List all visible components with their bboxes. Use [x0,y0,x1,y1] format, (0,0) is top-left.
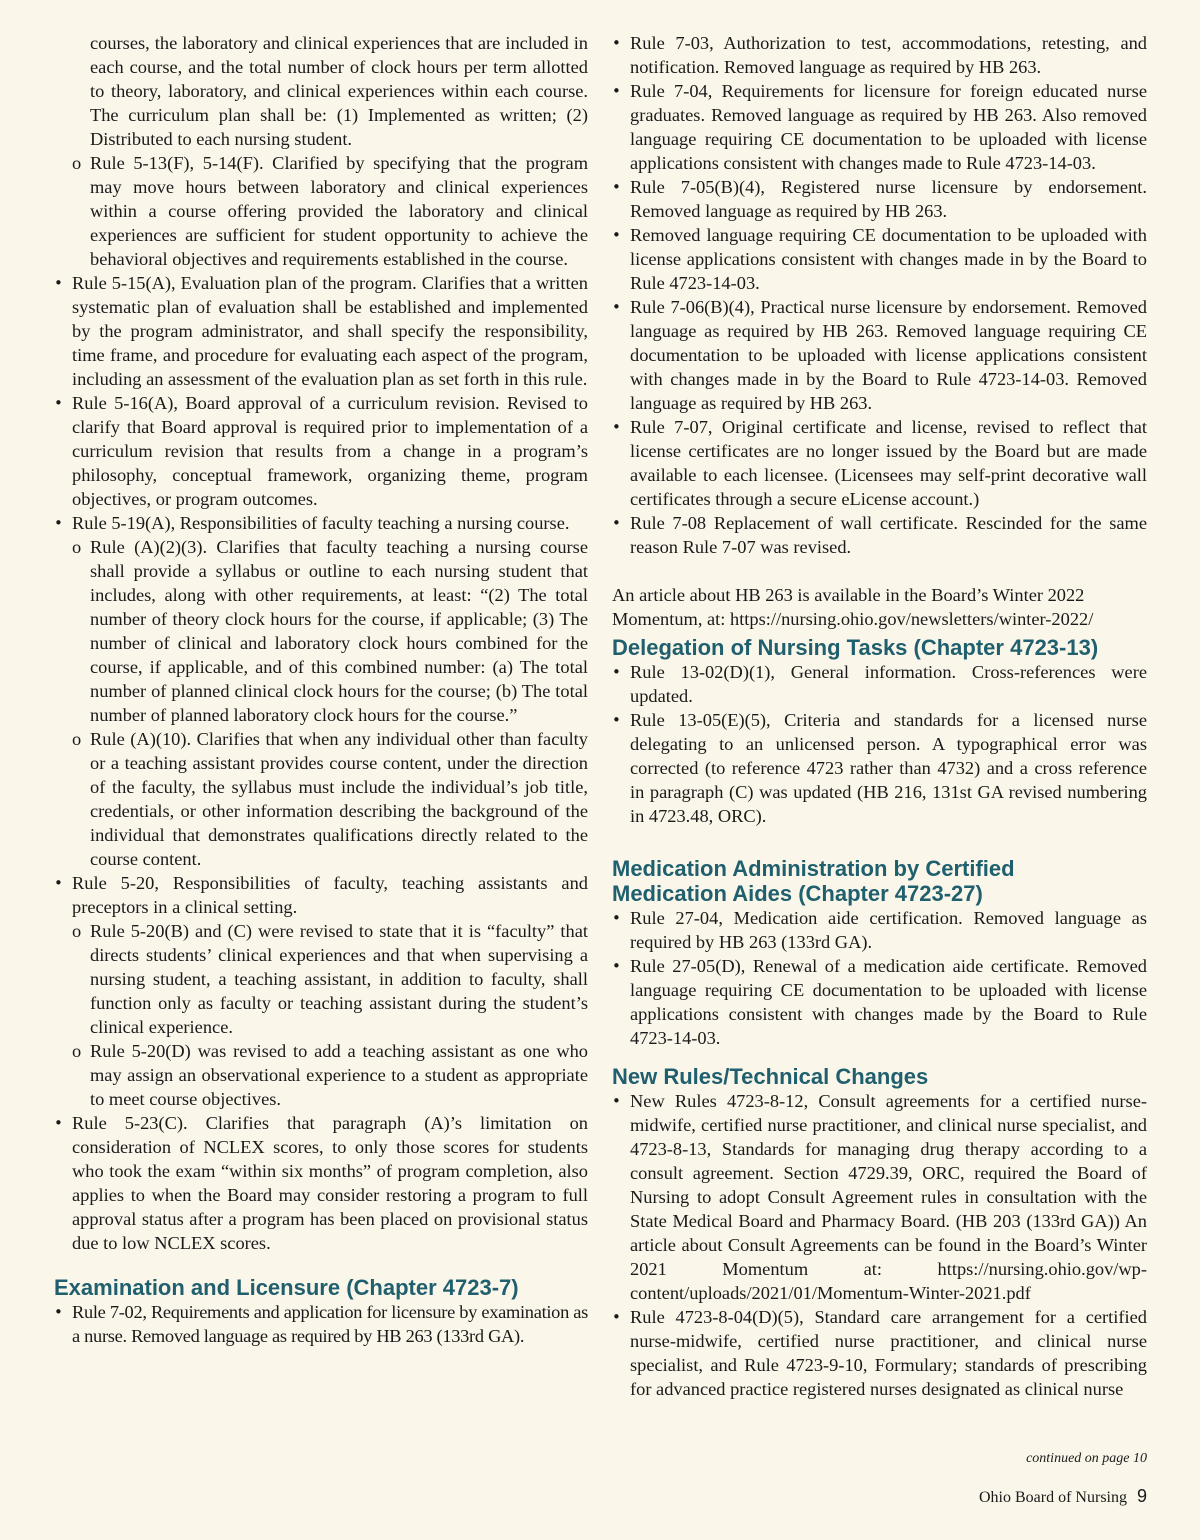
bullet-item: • New Rules 4723-8-12, Consult agreements for a certified nurse-midwife, certified nurse practitioner, and clinical nurse specialist, and 4723-8-13, Standards for managing drug therapy according to a consult agreement. Section 4729.39, ORC, required the Board of Nursing to adopt Consult Agreement rules in consultation with the State Medical Board and Pharmacy Board. (HB 203 (133rd GA)) An article about Consult Agreements can be found in the Board’s Winter 2021 Momentum at: https://nursing.ohio.gov/wp-content/uploads/2021/01/Momentum-Winter-2021.pdf [612,1089,1147,1305]
bullet-item: • Rule 7-04, Requirements for licensure for foreign educated nurse graduates. Removed language as required by HB 263. Also removed language requiring CE documentation to be uploaded with license applications consistent with changes made to Rule 4723-14-03. [612,79,1147,175]
bullet-item: • Rule 5-23(C). Clarifies that paragraph (A)’s limitation on consideration of NCLEX scores, to only those scores for students who took the exam “within six months” of program completion, also applies to when the Board may consider restoring a program to full approval status after a program has been placed on provisional status due to low NCLEX scores. [54,1111,588,1255]
bullet-item: • Rule 7-05(B)(4), Registered nurse licensure by endorsement. Removed language as required by HB 263. [612,175,1147,223]
sub-bullet-item: o Rule 5-20(B) and (C) were revised to state that it is “faculty” that directs students’ clinical experiences and that when supervising a nursing student, a teaching assistant, in addition to faculty, shall function only as faculty or teaching assistant during the student’s clinical experience. [54,919,588,1039]
continued-note: continued on page 10 [1026,1451,1147,1466]
sub-bullet-item: o Rule (A)(2)(3). Clarifies that faculty teaching a nursing course shall provide a syllabus or outline to each nursing student that includes, along with other requirements, at least: “(2) The total number of theory clock hours for the course, if applicable; (3) The number of clinical and laboratory clock hours combined for the course, if applicable, and of this combined number: (a) The total number of planned clinical clock hours for the course; (b) The total number of planned laboratory clock hours for the course.” [54,535,588,727]
right-column [612,31,1147,1401]
bullet-item: • Rule 5-20, Responsibilities of faculty, teaching assistants and preceptors in a clinical setting. [54,871,588,919]
bullet-item: • Rule 7-02, Requirements and application for licensure by examination as a nurse. Removed language as required by HB 263 (133rd GA). [54,1300,588,1348]
bullet-item: • Rule 13-05(E)(5), Criteria and standards for a licensed nurse delegating to an unlicensed person. A typographical error was corrected (to reference 4723 rather than 4732) and a cross reference in paragraph (C) was updated (HB 216, 131st GA revised numbering in 4723.48, ORC). [612,708,1147,828]
sub-bullet-item: o Rule 5-13(F), 5-14(F). Clarified by specifying that the program may move hours between laboratory and clinical experiences within a course offering provided the laboratory and clinical experiences are sufficient for student opportunity to achieve the behavioral objectives and requirements established in the course. [54,151,588,271]
section-heading: Examination and Licensure (Chapter 4723-7) [54,1275,519,1300]
article-note: An article about HB 263 is available in the Board’s Winter 2022 Momentum, at: https://nursing.ohio.gov/newsletters/winter-2022/ [612,585,1094,629]
paragraph: courses, the laboratory and clinical experiences that are included in each course, and the total number of clock hours per term allotted to theory, laboratory, and clinical experiences within each course. The curriculum plan shall be: (1) Implemented as written; (2) Distributed to each nursing student. [90,33,588,149]
bullet-item: • Rule 27-05(D), Renewal of a medication aide certificate. Removed language requiring CE documentation to be uploaded with license applications consistent with changes made by the Board to Rule 4723-14-03. [612,954,1147,1050]
bullet-item: • Rule 5-15(A), Evaluation plan of the program. Clarifies that a written systematic plan of evaluation shall be established and implemented by the program administrator, and shall specify the responsibility, time frame, and procedure for evaluating each aspect of the program, including an assessment of the evaluation plan as set forth in this rule. [54,271,588,391]
bullet-item: • Rule 4723-8-04(D)(5), Standard care arrangement for a certified nurse-midwife, certified nurse practitioner, and clinical nurse specialist, and Rule 4723-9-10, Formulary; standards of prescribing for advanced practice registered nurses designated as clinical nurse [612,1305,1147,1401]
heading-line: Medication Aides (Chapter 4723-27) [612,881,983,906]
bullet-item: • Rule 5-19(A), Responsibilities of faculty teaching a nursing course. [54,511,588,535]
bullet-item: • Rule 7-07, Original certificate and license, revised to reflect that license certificates are no longer issued by the Board but are made available to each licensee. (Licensees may self-print decorative wall certificates through a secure eLicense account.) [612,415,1147,511]
section-heading [612,856,1147,906]
bullet-item: • Rule 7-06(B)(4), Practical nurse licensure by endorsement. Removed language as required by HB 263. Removed language requiring CE documentation to be uploaded with license applications consistent with changes made in by the Board to Rule 4723-14-03. Removed language as required by HB 263. [612,295,1147,415]
sub-bullet-item: o Rule (A)(10). Clarifies that when any individual other than faculty or a teaching assistant provides course content, under the direction of the faculty, the syllabus must include the individual’s job title, credentials, or other information describing the background of the individual that demonstrates qualifications directly related to the course content. [54,727,588,871]
bullet-item: • Rule 7-08 Replacement of wall certificate. Rescinded for the same reason Rule 7-07 was revised. [612,511,1147,559]
page-number: 9 [1136,1486,1147,1506]
section-heading: New Rules/Technical Changes [612,1064,929,1089]
page-footer [780,1486,1147,1508]
section-heading: Delegation of Nursing Tasks (Chapter 4723-13) [612,635,1099,660]
bullet-item: • Rule 5-16(A), Board approval of a curriculum revision. Revised to clarify that Board approval is required prior to implementation of a curriculum revision that results from a change in a program’s philosophy, conceptual framework, organizing theme, program objectives, or program outcomes. [54,391,588,511]
left-column [54,31,588,1348]
bullet-item: • Rule 27-04, Medication aide certification. Removed language as required by HB 263 (133rd GA). [612,906,1147,954]
footer-org: Ohio Board of Nursing [979,1489,1127,1506]
sub-bullet-item: o Rule 5-20(D) was revised to add a teaching assistant as one who may assign an observational experience to a student as appropriate to meet course objectives. [54,1039,588,1111]
bullet-item: • Rule 13-02(D)(1), General information. Cross-references were updated. [612,660,1147,708]
heading-line: Medication Administration by Certified [612,856,1015,881]
bullet-item: • Removed language requiring CE documentation to be uploaded with license applications consistent with changes made in by the Board to Rule 4723-14-03. [612,223,1147,295]
bullet-item: • Rule 7-03, Authorization to test, accommodations, retesting, and notification. Removed language as required by HB 263. [612,31,1147,79]
